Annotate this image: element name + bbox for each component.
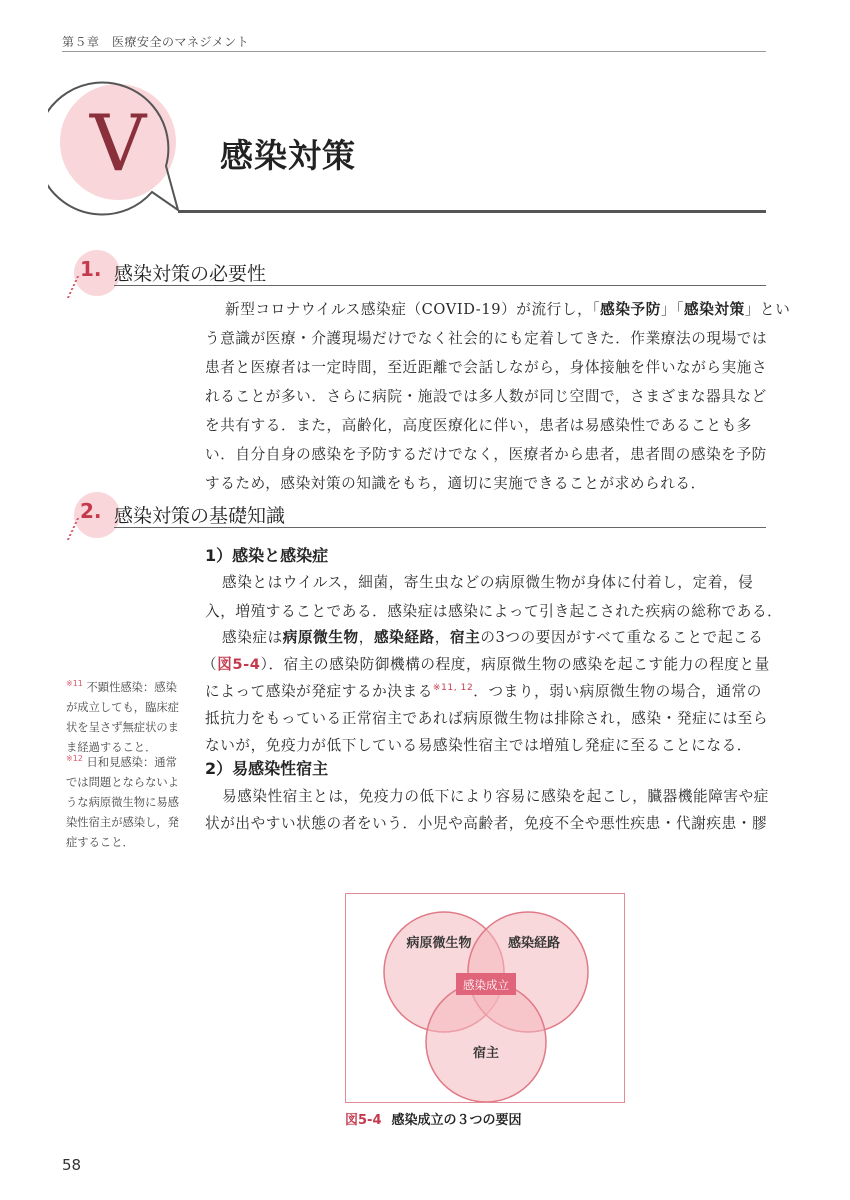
venn-label-route: 感染経路 bbox=[507, 936, 561, 951]
section-1-line: 新型コロナウイルス感染症（COVID-19）が流行し，「感染予防」「感染対策」とい bbox=[225, 301, 791, 318]
subsection-2-line: 状が出やすい状態の者をいう．小児や高齢者，免疫不全や悪性疾患・代謝疾患・膠 bbox=[205, 815, 768, 832]
subsection-1-line: 入，増殖することである．感染症は感染によって引き起こされた疾病の総称である． bbox=[205, 603, 783, 620]
subsection-1-line: （図5-4）．宿主の感染防御機構の程度，病原微生物の感染を起こす能力の程度と量 bbox=[202, 656, 770, 673]
running-header: 第５章 医療安全のマネジメント bbox=[62, 35, 250, 49]
section-1-line: れることが多い．さらに病院・施設では多人数が同じ空間で，さまざまな器具など bbox=[205, 388, 767, 405]
section-2-title: 感染対策の基礎知識 bbox=[114, 505, 286, 527]
section-1-line: を共有する．また，高齢化，高度医療化に伴い，患者は易感染性であることも多 bbox=[205, 417, 752, 434]
subsection-1-line: 感染とはウイルス，細菌，寄生虫などの病原微生物が身体に付着し，定着，侵 bbox=[222, 574, 754, 591]
sidenote-12: $^{※12}$ 日和見感染：通常 では問題とならないよ うな病原微生物に易感 染性宿主が感染し，発 症すること． bbox=[66, 754, 179, 849]
sidenote-11: $^{※11}$ 不顕性感染：感染 が成立しても，臨床症 状を呈さず無症状のま ま経過すること． bbox=[66, 679, 179, 754]
page-number: 58 bbox=[62, 1156, 82, 1174]
section-1-number: 1. bbox=[80, 257, 102, 281]
venn-label-center: 感染成立 bbox=[463, 978, 509, 992]
section-1-line: い．自分自身の感染を予防するだけでなく，医療者から患者，患者間の感染を予防 bbox=[205, 446, 767, 463]
section-1-line: するため，感染対策の知識をもち，適切に実施できることが求められる． bbox=[205, 475, 706, 492]
section-2-rule bbox=[114, 527, 766, 528]
venn-diagram-figure bbox=[345, 893, 625, 1103]
subsection-1-heading: 1）感染と感染症 bbox=[205, 546, 329, 565]
subsection-2-heading: 2）易感染性宿主 bbox=[205, 759, 329, 778]
section-1-line: 患者と医療者は一定時間，至近距離で会話しながら，身体接触を伴いながら実施さ bbox=[205, 359, 768, 376]
header-divider bbox=[62, 51, 766, 52]
venn-circle-host bbox=[426, 982, 546, 1102]
section-2-number: 2. bbox=[80, 499, 102, 523]
subsection-2-line: 易感染性宿主とは，免疫力の低下により容易に感染を起こし，臓器機能障害や症 bbox=[222, 788, 769, 805]
venn-label-pathogen: 病原微生物 bbox=[406, 936, 472, 951]
chapter-title: 感染対策 bbox=[220, 136, 356, 175]
subsection-1-line: ないが，免疫力が低下している易感染性宿主では増殖し発症に至ることになる． bbox=[205, 737, 752, 754]
subsection-1-line: によって感染が発症するか決まる$^{※11, 12}$．つまり，弱い病原微生物の場合，通常の bbox=[205, 683, 762, 700]
subsection-1-line: 抵抗力をもっている正常宿主であれば病原微生物は排除され，感染・発症には至ら bbox=[205, 710, 769, 727]
venn-label-host: 宿主 bbox=[472, 1046, 500, 1061]
figure-reference: 図5-4 bbox=[217, 656, 261, 673]
subsection-1-line: 感染症は病原微生物，感染経路，宿主の3つの要因がすべて重なることで起こる bbox=[222, 629, 764, 646]
section-1-rule bbox=[114, 285, 766, 286]
section-1-line: う意識が医療・介護現場だけでなく社会的にも定着してきた．作業療法の現場では bbox=[205, 330, 768, 347]
section-1-title: 感染対策の必要性 bbox=[114, 263, 267, 285]
chapter-numeral: V bbox=[89, 99, 147, 189]
footnote-reference: ※11, 12 bbox=[432, 683, 474, 694]
chapter-badge bbox=[48, 78, 198, 218]
figure-caption: 図5-4 感染成立の３つの要因 bbox=[345, 1113, 522, 1128]
chapter-title-rule bbox=[178, 210, 766, 213]
